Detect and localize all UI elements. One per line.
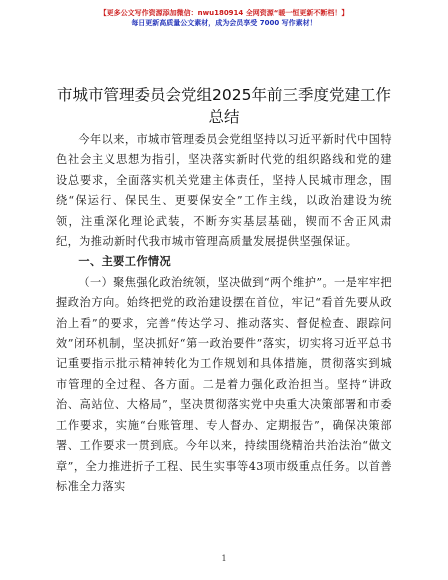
promo-banner: [0, 8, 448, 28]
body-paragraph: （一）聚焦强化政治统领，坚决做到“两个维护”。一是牢牢把握政治方向。始终把党的政治建设摆在首位，牢记“看首先要从政治上看”的要求，完善“传达学习、推动落实、督促检查、跟踪问效”闭环机制，坚决抓好“第一政治要件”落实，切实将习近平总书记重要指示批示精神转化为工作规划和具体措施，贯彻落实到城市管理的全过程、各方面。二是着力强化政治担当。坚持“讲政治、高站位、大格局”，坚决贯彻落实党中央重大决策部署和市委工作要求，实施“台账管理、专人督办、定期报告”，确保决策部署、工作要求一贯到底。今年以来，持续围绕精治共治法治“做文章”，全力推进折子工程、民生实事等43项市级重点任务。以首善标准全力落实: [56, 275, 392, 493]
document-title: 市城市管理委员会党组2025年前三季度党建工作总结: [57, 86, 391, 126]
promo-banner-line-2: 每日更新高质量公文素材，成为会员享受 7000 写作素材！: [131, 19, 317, 27]
page-number: 1: [221, 554, 227, 563]
promo-banner-line-1: 【更多公文写作资源添加微信：nwu180914 全网资源“暖一恒更新不断档！】: [99, 9, 349, 17]
intro-paragraph: 今年以来，市城市管理委员会党组坚持以习近平新时代中国特色社会主义思想为指引，坚决落实新时代党的组织路线和党的建设总要求，全面落实机关党建主体责任，坚持人民城市理念，围绕“保运行、保民生、更要保安全”工作主线，以政治建设为统领，注重深化理论武装，不断夯实基层基础，锲而不舍正风肃纪，为推动新时代我市城市管理高质量发展提供坚强保证。: [56, 133, 392, 249]
document-body: [56, 130, 392, 497]
section-heading: 一、主要工作情况: [78, 255, 172, 269]
